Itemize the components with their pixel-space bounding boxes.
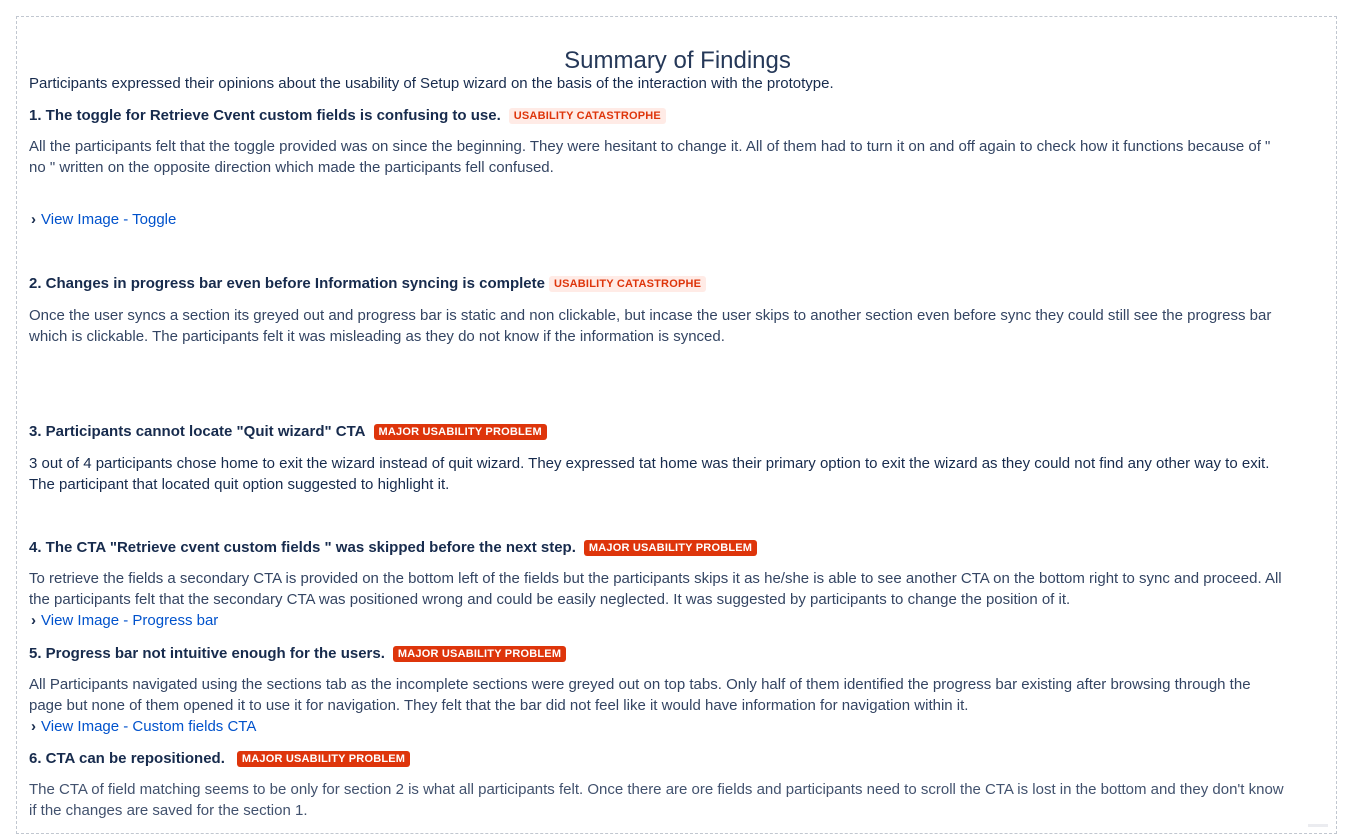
finding-6-line-1: The CTA of field matching seems to be only for section 2 is what all participants felt. Once there are ore fields and participants need to scroll the CTA is lost in the bottom and they don't know: [29, 781, 1284, 798]
finding-2-line-1: Once the user syncs a section its greyed out and progress bar is static and non clickable, but incase the user skips to another section even before sync they could still see the progress bar: [29, 307, 1272, 324]
finding-4-expand[interactable]: [31, 612, 218, 629]
finding-3-severity-badge: MAJOR USABILITY PROBLEM: [374, 424, 547, 440]
scroll-indicator: [1308, 824, 1328, 827]
chevron-right-icon: ›: [31, 612, 36, 629]
finding-4-severity-badge: MAJOR USABILITY PROBLEM: [584, 540, 757, 556]
finding-4-line-1: To retrieve the fields a secondary CTA is provided on the bottom left of the fields but the participants skips it as he/she is able to see another CTA on the bottom right to sync and proceed. All: [29, 570, 1282, 587]
finding-5-line-2: page but none of them opened it to use it for navigation. They felt that the bar did not feel like it would have information for navigation within it.: [29, 697, 969, 714]
finding-3-description: [29, 453, 1269, 495]
finding-3-title: 3. Participants cannot locate "Quit wizard" CTA: [29, 423, 366, 440]
finding-6-title: 6. CTA can be repositioned.: [29, 750, 225, 767]
finding-5-heading: [29, 645, 566, 662]
intro-text: Participants expressed their opinions about the usability of Setup wizard on the basis of the interaction with the prototype.: [29, 75, 834, 92]
chevron-right-icon: ›: [31, 211, 36, 228]
finding-1-image-link[interactable]: View Image - Toggle: [41, 211, 177, 228]
finding-5-title: 5. Progress bar not intuitive enough for the users.: [29, 645, 385, 662]
findings-panel: [16, 16, 1337, 834]
finding-6-heading: [29, 750, 410, 767]
finding-5-description: [29, 674, 1251, 716]
finding-4-image-link[interactable]: View Image - Progress bar: [41, 612, 219, 629]
finding-5-severity-badge: MAJOR USABILITY PROBLEM: [393, 646, 566, 662]
finding-4-heading: [29, 539, 757, 556]
finding-2-description: [29, 305, 1271, 347]
finding-2-line-2: which is clickable. The participants felt it was misleading as they do not know if the information is synced.: [29, 328, 725, 345]
finding-1-heading: [29, 107, 666, 124]
finding-1-line-2: no " written on the opposite direction which made the participants fell confused.: [29, 159, 554, 176]
finding-3-line-2: The participant that located quit option suggested to highlight it.: [29, 476, 450, 493]
finding-1-description: [29, 136, 1270, 178]
finding-1-line-1: All the participants felt that the toggle provided was on since the beginning. They were hesitant to change it. All of them had to turn it on and off again to check how it functions because of ": [29, 138, 1271, 155]
finding-2-title: 2. Changes in progress bar even before Information syncing is complete: [29, 275, 545, 292]
finding-6-severity-badge: MAJOR USABILITY PROBLEM: [237, 751, 410, 767]
finding-5-line-1: All Participants navigated using the sections tab as the incomplete sections were greyed out on top tabs. Only half of them identified the progress bar existing after browsing through the: [29, 676, 1251, 693]
finding-5-image-link[interactable]: View Image - Custom fields CTA: [41, 718, 257, 735]
finding-2-heading: [29, 275, 706, 292]
finding-1-title: 1. The toggle for Retrieve Cvent custom fields is confusing to use.: [29, 107, 501, 124]
finding-6-description: [29, 779, 1284, 821]
finding-3-heading: [29, 423, 547, 440]
finding-5-expand[interactable]: [31, 718, 256, 735]
finding-3-line-1: 3 out of 4 participants chose home to exit the wizard instead of quit wizard. They expressed tat home was their primary option to exit the wizard as they could not find any other way to exit.: [29, 455, 1270, 472]
finding-4-title: 4. The CTA "Retrieve cvent custom fields " was skipped before the next step.: [29, 539, 576, 556]
finding-4-line-2: the participants felt that the secondary CTA was positioned wrong and could be easily neglected. It was suggested by participants to change the position of it.: [29, 591, 1071, 608]
finding-1-expand[interactable]: [31, 211, 176, 228]
finding-4-description: [29, 568, 1282, 610]
finding-2-severity-badge: USABILITY CATASTROPHE: [549, 276, 706, 292]
page-title: Summary of Findings: [564, 47, 791, 74]
finding-6-line-2: if the changes are saved for the section 1.: [29, 802, 308, 819]
finding-1-severity-badge: USABILITY CATASTROPHE: [509, 108, 666, 124]
chevron-right-icon: ›: [31, 718, 36, 735]
